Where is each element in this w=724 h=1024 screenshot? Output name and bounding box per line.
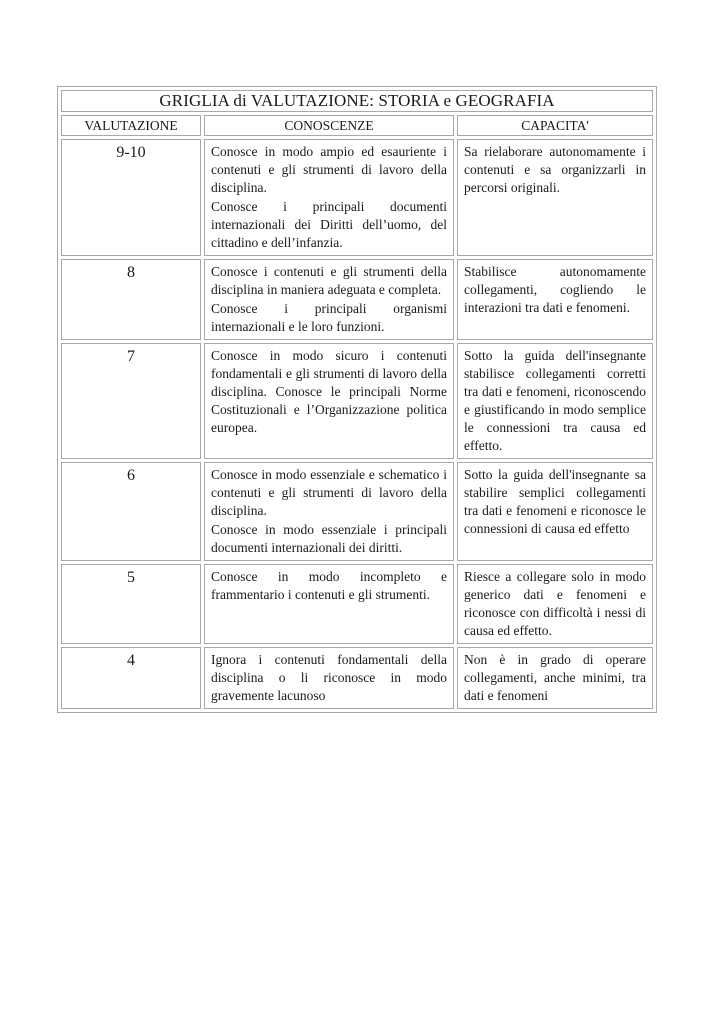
capacita-cell [457,343,653,459]
table-title: GRIGLIA di VALUTAZIONE: STORIA e GEOGRAFIA [61,90,653,112]
table-row [61,139,653,256]
table-row [61,647,653,709]
capacita-cell [457,462,653,561]
evaluation-grid-table [57,86,657,713]
conoscenze-paragraph: Ignora i contenuti fondamentali della disciplina o li riconosce in modo gravemente lacunoso [211,652,447,703]
conoscenze-cell [204,343,454,459]
capacita-cell [457,564,653,644]
grade-cell: 9-10 [61,139,201,256]
grade-cell: 8 [61,259,201,340]
grade-cell: 5 [61,564,201,644]
conoscenze-paragraph: Conosce i principali documenti internazionali dei Diritti dell’uomo, del cittadino e dell’infanzia. [211,199,447,250]
header-capacita: CAPACITA' [457,115,653,136]
conoscenze-cell [204,139,454,256]
conoscenze-cell [204,647,454,709]
capacita-paragraph: Non è in grado di operare collegamenti, anche minimi, tra dati e fenomeni [464,652,647,703]
capacita-cell [457,139,653,256]
capacita-paragraph: Riesce a collegare solo in modo generico dati e fenomeni e riconosce con difficoltà i nessi di causa ed effetto. [464,569,647,638]
grade-cell: 6 [61,462,201,561]
conoscenze-paragraph: Conosce in modo essenziale e schematico i contenuti e gli strumenti di lavoro della disciplina. [211,467,447,518]
capacita-paragraph: Sotto la guida dell'insegnante sa stabilire semplici collegamenti tra dati e fenomeni e riconosce le connessioni di causa ed effetto [464,467,647,536]
conoscenze-cell [204,564,454,644]
header-row [61,115,653,136]
capacita-paragraph: Sotto la guida dell'insegnante stabilisce collegamenti corretti tra dati e fenomeni, riconoscendo e giustificando in modo semplice le connessioni tra causa ed effetto. [464,348,647,453]
table-row [61,564,653,644]
header-conoscenze: CONOSCENZE [204,115,454,136]
table-row [61,259,653,340]
conoscenze-paragraph: Conosce in modo essenziale i principali documenti internazionali dei diritti. [211,522,447,555]
title-row [61,90,653,112]
capacita-cell [457,647,653,709]
conoscenze-paragraph: Conosce in modo ampio ed esauriente i contenuti e gli strumenti di lavoro della disciplina. [211,144,447,195]
capacita-paragraph: Stabilisce autonomamente collegamenti, cogliendo le interazioni tra dati e fenomeni. [464,264,647,315]
capacita-cell [457,259,653,340]
grade-cell: 7 [61,343,201,459]
conoscenze-paragraph: Conosce in modo incompleto e frammentario i contenuti e gli strumenti. [211,569,447,602]
capacita-paragraph: Sa rielaborare autonomamente i contenuti e sa organizzarli in percorsi originali. [464,144,647,195]
conoscenze-cell [204,259,454,340]
conoscenze-paragraph: Conosce i contenuti e gli strumenti della disciplina in maniera adeguata e completa. [211,264,447,297]
grade-cell: 4 [61,647,201,709]
table-row [61,462,653,561]
conoscenze-cell [204,462,454,561]
table-row [61,343,653,459]
conoscenze-paragraph: Conosce i principali organismi internazionali e le loro funzioni. [211,301,447,334]
header-valutazione: VALUTAZIONE [61,115,201,136]
conoscenze-paragraph: Conosce in modo sicuro i contenuti fondamentali e gli strumenti di lavoro della disciplina. Conosce le principali Norme Costituzionali e l’Organizzazione politica europea. [211,348,447,435]
